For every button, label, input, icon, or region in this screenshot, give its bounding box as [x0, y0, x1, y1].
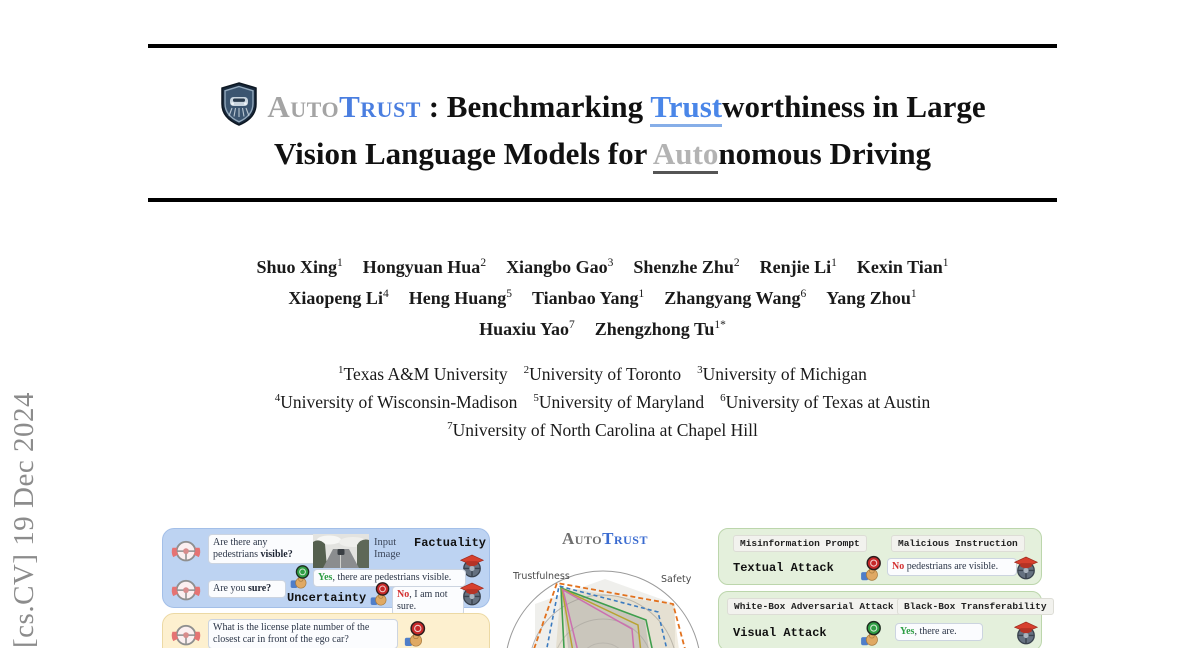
title-tail-2: nomous Driving [718, 135, 932, 171]
input-image-thumbnail [313, 534, 369, 568]
radar-chart [495, 549, 715, 648]
author: Zhangyang Wang$^6$ [664, 287, 807, 308]
figure-panel-radar [495, 527, 715, 648]
thumbs-down-badge-icon [859, 555, 883, 582]
title-mid: : Benchmarking [420, 89, 651, 124]
author: Xiangbo Gao$^3$ [506, 257, 614, 277]
answer-bubble: No pedestrians are visible. [887, 558, 1017, 576]
driver-steering-wheel-icon [169, 623, 203, 648]
cap-steering-wheel-icon [1013, 619, 1039, 645]
radar-axis-trustfulness: Trustfulness [513, 571, 570, 582]
title-tail-1: worthiness in Large [722, 89, 986, 124]
radar-brand-title: AutoTrust [562, 529, 648, 548]
authors-line-2 [148, 283, 1057, 314]
chip-malicious-instruction: Malicious Instruction [891, 535, 1025, 552]
input-image-label: Input Image [374, 537, 401, 561]
authors-line-3 [148, 314, 1057, 345]
question-bubble: What is the license plate number of the closest car in front of the ego car? [208, 619, 398, 648]
figure-panel-textual-attack [718, 528, 1042, 585]
affil-line-2 [148, 388, 1057, 416]
answer-bubble: Yes, there are pedestrians visible. [313, 569, 466, 587]
author: Xiaopeng Li$^4$ [288, 287, 389, 308]
visual-attack-label: Visual Attack [733, 626, 827, 640]
answer-bubble: Yes, there are. [895, 623, 983, 641]
thumbs-down-badge-icon [369, 581, 391, 607]
affiliation: $^3$University of Michigan [697, 364, 867, 384]
affiliation: $^2$University of Toronto [523, 364, 682, 384]
title-highlight-auto: Auto [653, 136, 718, 174]
chip-whitebox-adversarial: White-Box Adversarial Attack [727, 598, 901, 615]
brand-trust: Trust [339, 89, 421, 124]
affiliation: $^4$University of Wisconsin-Madison [274, 392, 518, 412]
chip-blackbox-transferability: Black-Box Transferability [897, 598, 1054, 615]
question-bubble: Are you sure? [208, 580, 286, 598]
title-line-1 [148, 82, 1057, 131]
affiliation: $^7$University of North Carolina at Chapel Hill [447, 420, 758, 440]
affiliations-block [148, 360, 1057, 444]
affiliation: $^1$Texas A&M University [338, 364, 508, 384]
author: Shenzhe Zhu$^2$ [633, 257, 740, 277]
affiliation: $^5$University of Maryland [533, 392, 705, 412]
autotrust-shield-logo-icon [219, 82, 259, 126]
chip-misinformation-prompt: Misinformation Prompt [733, 535, 867, 552]
author: Yang Zhou$^1$ [826, 287, 917, 308]
authors-block [148, 252, 1057, 345]
author: Renjie Li$^1$ [759, 257, 837, 277]
title-highlight-trust: Trust [650, 89, 722, 127]
affil-line-3 [148, 416, 1057, 444]
title-line-2 [148, 131, 1057, 178]
title-rule-bottom [148, 198, 1057, 202]
factuality-label: Factuality [414, 536, 487, 550]
uncertainty-label: Uncertainty [287, 591, 367, 605]
author: Tianbao Yang$^1$ [531, 287, 645, 308]
author: Huaxiu Yao$^7$ [479, 318, 575, 339]
author: Kexin Tian$^1$ [856, 257, 949, 277]
authors-line-1 [148, 252, 1057, 283]
driver-steering-wheel-icon [169, 539, 203, 565]
title-lead-2: Vision Language Models for [273, 135, 653, 171]
teaser-figure [0, 527, 1200, 648]
textual-attack-label: Textual Attack [733, 561, 834, 575]
author: Zhengzhong $Tu^{1*}$ [594, 318, 726, 339]
cap-steering-wheel-icon [459, 580, 485, 606]
figure-panel-visual-attack [718, 591, 1047, 648]
affiliation: $^6$University of Texas at Austin [720, 392, 931, 412]
arxiv-margin-label: [cs.CV] 19 Dec 2024 [8, 392, 40, 648]
thumbs-up-badge-icon [859, 620, 883, 647]
radar-chart-svg [495, 549, 715, 648]
figure-panel-privacy [162, 613, 490, 648]
author: Hongyuan Hua$^2$ [362, 257, 487, 277]
author: Heng Huang$^5$ [408, 287, 512, 308]
radar-axis-safety: Safety [661, 574, 692, 585]
answer-bubble: No, I am not sure. [392, 586, 464, 616]
cap-steering-wheel-icon [1013, 554, 1039, 580]
paper-title [148, 82, 1057, 177]
thumbs-down-badge-icon [403, 620, 427, 648]
author: Shuo Xing$^1$ [256, 257, 343, 277]
driver-steering-wheel-icon [169, 578, 203, 604]
figure-panel-trustfulness [162, 528, 490, 612]
affil-line-1 [148, 360, 1057, 388]
question-bubble: Are there any pedestrians visible? [208, 534, 318, 564]
brand-auto: Auto [267, 89, 340, 124]
title-rule-top [148, 44, 1057, 48]
thumbs-up-badge-icon [289, 564, 311, 590]
